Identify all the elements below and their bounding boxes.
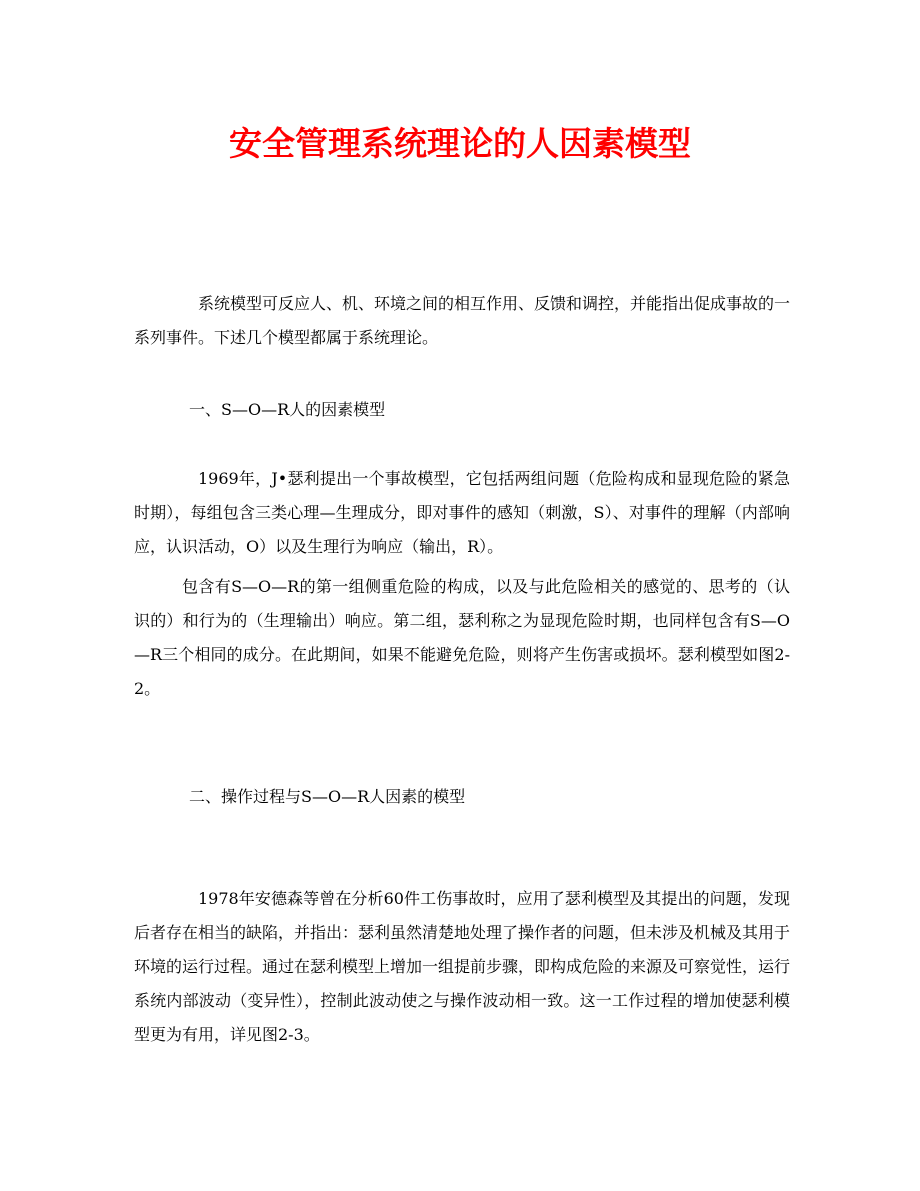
section-heading-1: 一、S—O—R人的因素模型	[189, 400, 386, 419]
document-title: 安全管理系统理论的人因素模型	[229, 124, 691, 163]
paragraph-sor-groups: 包含有S—O—R的第一组侧重危险的构成，以及与此危险相关的感觉的、思考的（认识的）和行为的（生理输出）响应。第二组，瑟利称之为显现危险时期，也同样包含有S—O—R三个相同的成分。在此期间，如果不能避免危险，则将产生伤害或损坏。瑟利模型如图2-2。	[134, 577, 790, 698]
paragraph-surry-model: 1969年，J•瑟利提出一个事故模型，它包括两组问题（危险构成和显现危险的紧急时期），每组包含三类心理—生理成分，即对事件的感知（刺激，S）、对事件的理解（内部响应，认识活动，O）以及生理行为响应（输出，R）。	[134, 469, 790, 556]
paragraph-intro: 系统模型可反应人、机、环境之间的相互作用、反馈和调控，并能指出促成事故的一系列事件。下述几个模型都属于系统理论。	[134, 294, 791, 347]
section-heading-2: 二、操作过程与S—O—R人因素的模型	[189, 787, 466, 806]
paragraph-anderson-model: 1978年安德森等曾在分析60件工伤事故时，应用了瑟利模型及其提出的问题，发现后者存在相当的缺陷，并指出：瑟利虽然清楚地处理了操作者的问题，但未涉及机械及其用于环境的运行过程。通过在瑟利模型上增加一组提前步骤，即构成危险的来源及可察觉性，运行系统内部波动（变异性），控制此波动使之与操作波动相一致。这一工作过程的增加使瑟利模型更为有用，详见图2-3。	[134, 889, 791, 1044]
